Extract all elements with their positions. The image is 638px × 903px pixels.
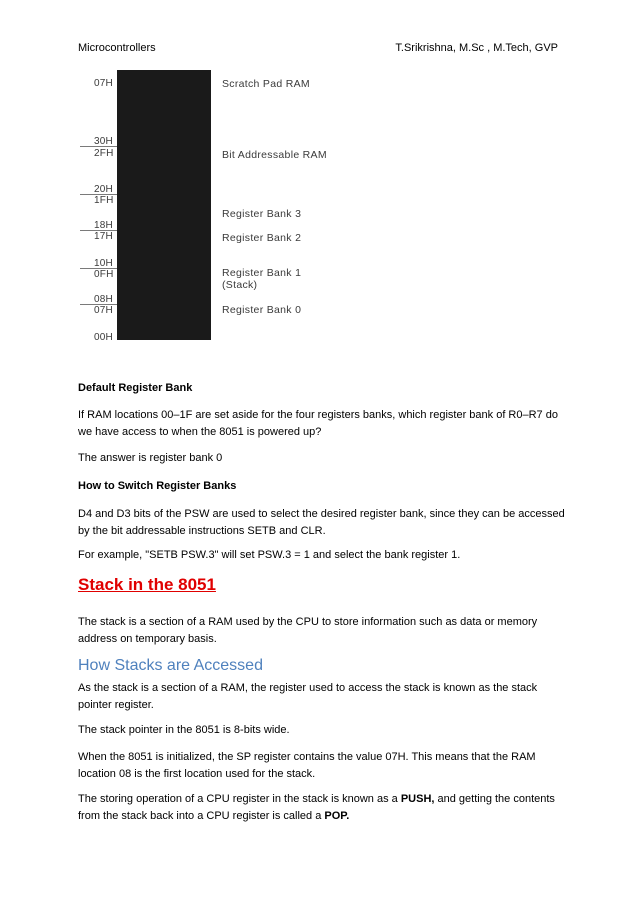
memory-block	[117, 70, 211, 340]
addr-label: 10H	[94, 258, 113, 269]
region-label: Register Bank 2	[222, 232, 302, 244]
header-author: T.Srikrishna, M.Sc , M.Tech, GVP	[395, 42, 558, 54]
addr-label: 18H	[94, 220, 113, 231]
region-label: (Stack)	[222, 279, 258, 291]
paragraph: The stack is a section of a RAM used by the CPU to store information such as data or memory address on temporary basis.	[78, 616, 538, 645]
pop-term: POP.	[324, 810, 350, 822]
addr-label: 07H	[94, 305, 113, 316]
section-heading: Default Register Bank	[78, 382, 193, 394]
section-heading: How to Switch Register Banks	[78, 480, 237, 492]
addr-label: 30H	[94, 136, 113, 147]
addr-label: 2FH	[94, 148, 114, 159]
paragraph: D4 and D3 bits of the PSW are used to select the desired register bank, since they can be accessed by the bit addressable instructions SETB and CLR.	[78, 508, 565, 537]
region-label: Scratch Pad RAM	[222, 78, 310, 90]
region-label: Register Bank 1	[222, 267, 302, 279]
paragraph: If RAM locations 00–1F are set aside for the four registers banks, which register bank of R0–R7 do we have access to when the 8051 is powered up?	[78, 409, 558, 438]
paragraph: The stack pointer in the 8051 is 8-bits wide.	[78, 724, 290, 736]
region-label: Register Bank 3	[222, 208, 302, 220]
paragraph: As the stack is a section of a RAM, the register used to access the stack is known as the stack pointer register.	[78, 682, 538, 711]
addr-label: 08H	[94, 294, 113, 305]
addr-label: 17H	[94, 231, 113, 242]
access-heading: How Stacks are Accessed	[78, 657, 263, 674]
push-term: PUSH,	[400, 793, 435, 805]
paragraph	[78, 791, 568, 825]
header-title: Microcontrollers	[78, 42, 156, 54]
addr-label: 20H	[94, 184, 113, 195]
paragraph: When the 8051 is initialized, the SP register contains the value 07H. This means that the RAM location 08 is the first location used for the stack.	[78, 751, 536, 780]
region-label: Bit Addressable RAM	[222, 149, 327, 161]
text-run: and getting the contents from the stack back into a CPU register is called a	[78, 793, 555, 822]
memory-map-diagram	[80, 70, 380, 350]
addr-label: 07H	[94, 78, 113, 89]
addr-label: 00H	[94, 332, 113, 343]
text-run: The storing operation of a CPU register in the stack is known as a	[78, 793, 401, 805]
addr-label: 0FH	[94, 269, 114, 280]
paragraph: The answer is register bank 0	[78, 452, 223, 464]
addr-label: 1FH	[94, 195, 114, 206]
stack-heading: Stack in the 8051	[78, 575, 216, 594]
region-label: Register Bank 0	[222, 304, 302, 316]
paragraph: For example, "SETB PSW.3" will set PSW.3 = 1 and select the bank register 1.	[78, 549, 461, 561]
